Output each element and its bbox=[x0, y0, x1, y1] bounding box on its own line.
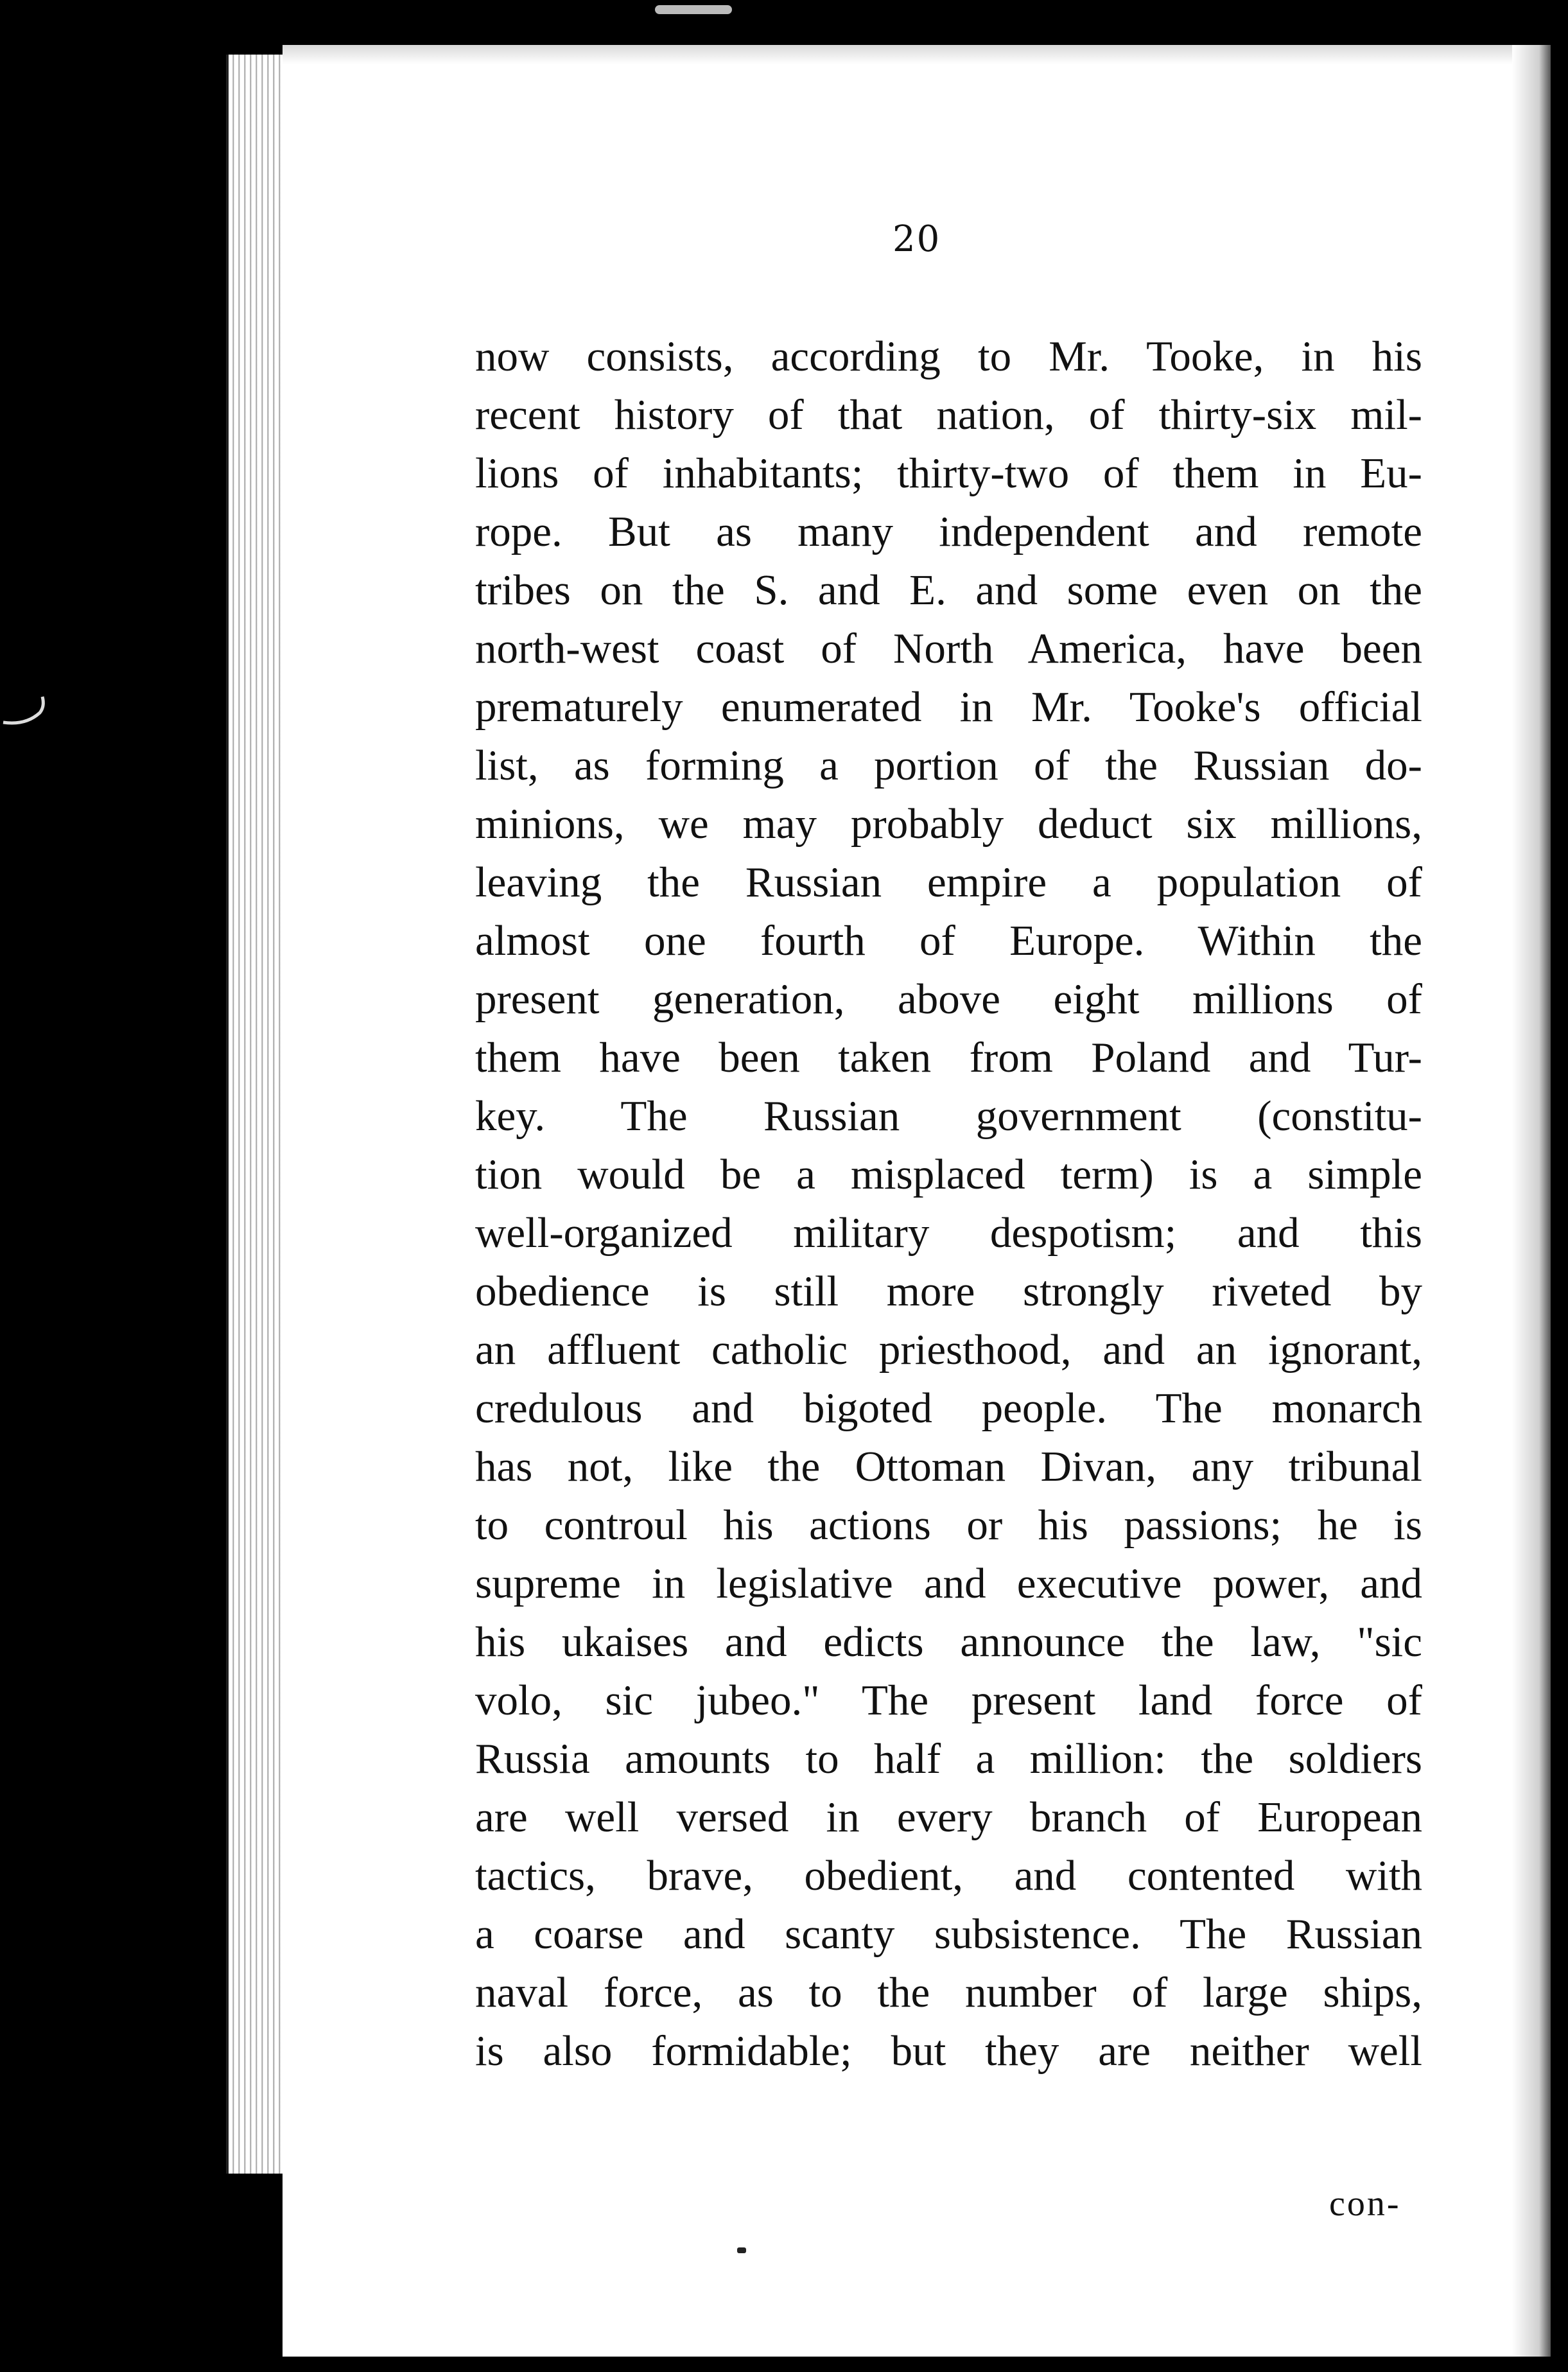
text-line: recent history of that nation, of thirty-six mil- bbox=[475, 391, 1422, 439]
text-line: supreme in legislative and executive power, and bbox=[475, 1560, 1422, 1607]
text-line: key. The Russian government (constitu- bbox=[475, 1092, 1422, 1140]
text-line: present generation, above eight millions of bbox=[475, 975, 1422, 1023]
text-line: his ukaises and edicts announce the law, "sic bbox=[475, 1618, 1422, 1666]
print-mark bbox=[737, 2247, 746, 2253]
page-edges bbox=[226, 55, 286, 2174]
body-text bbox=[475, 327, 1422, 2080]
text-line: lions of inhabitants; thirty-two of them in Eu- bbox=[475, 449, 1422, 497]
page-number: 20 bbox=[893, 218, 941, 260]
page-shadow bbox=[283, 45, 1551, 64]
text-line: Russia amounts to half a million: the soldiers bbox=[475, 1735, 1422, 1783]
text-line: them have been taken from Poland and Tur- bbox=[475, 1034, 1422, 1081]
text-line: credulous and bigoted people. The monarch bbox=[475, 1384, 1422, 1432]
text-line: almost one fourth of Europe. Within the bbox=[475, 917, 1422, 964]
text-line: north-west coast of North America, have been bbox=[475, 625, 1422, 672]
text-line: a coarse and scanty subsistence. The Russian bbox=[475, 1910, 1422, 1958]
text-line: has not, like the Ottoman Divan, any tribunal bbox=[475, 1443, 1422, 1490]
text-line: now consists, according to Mr. Tooke, in his bbox=[475, 333, 1422, 380]
text-line: rope. But as many independent and remote bbox=[475, 508, 1422, 555]
text-line: naval force, as to the number of large ships, bbox=[475, 1969, 1422, 2016]
text-line: tion would be a misplaced term) is a simple bbox=[475, 1151, 1422, 1198]
text-line: obedience is still more strongly riveted by bbox=[475, 1268, 1422, 1315]
margin-mark bbox=[0, 687, 51, 732]
text-line: an affluent catholic priesthood, and an ignorant, bbox=[475, 1326, 1422, 1373]
text-line: prematurely enumerated in Mr. Tooke's official bbox=[475, 683, 1422, 731]
text-line: tribes on the S. and E. and some even on the bbox=[475, 566, 1422, 614]
text-line: to controul his actions or his passions; he is bbox=[475, 1501, 1422, 1549]
text-line: list, as forming a portion of the Russian do- bbox=[475, 742, 1422, 789]
text-line: well-organized military despotism; and this bbox=[475, 1209, 1422, 1257]
catchword: con- bbox=[1329, 2184, 1401, 2224]
page-fold bbox=[1512, 45, 1551, 2357]
text-line: leaving the Russian empire a population of bbox=[475, 859, 1422, 906]
text-line: volo, sic jubeo." The present land force of bbox=[475, 1677, 1422, 1724]
text-line: minions, we may probably deduct six millions, bbox=[475, 800, 1422, 848]
text-line: tactics, brave, obedient, and contented with bbox=[475, 1852, 1422, 1899]
scan-speck bbox=[655, 5, 732, 14]
text-line: is also formidable; but they are neither well bbox=[475, 2027, 1422, 2075]
book-page bbox=[283, 45, 1551, 2357]
text-line: are well versed in every branch of European bbox=[475, 1793, 1422, 1841]
